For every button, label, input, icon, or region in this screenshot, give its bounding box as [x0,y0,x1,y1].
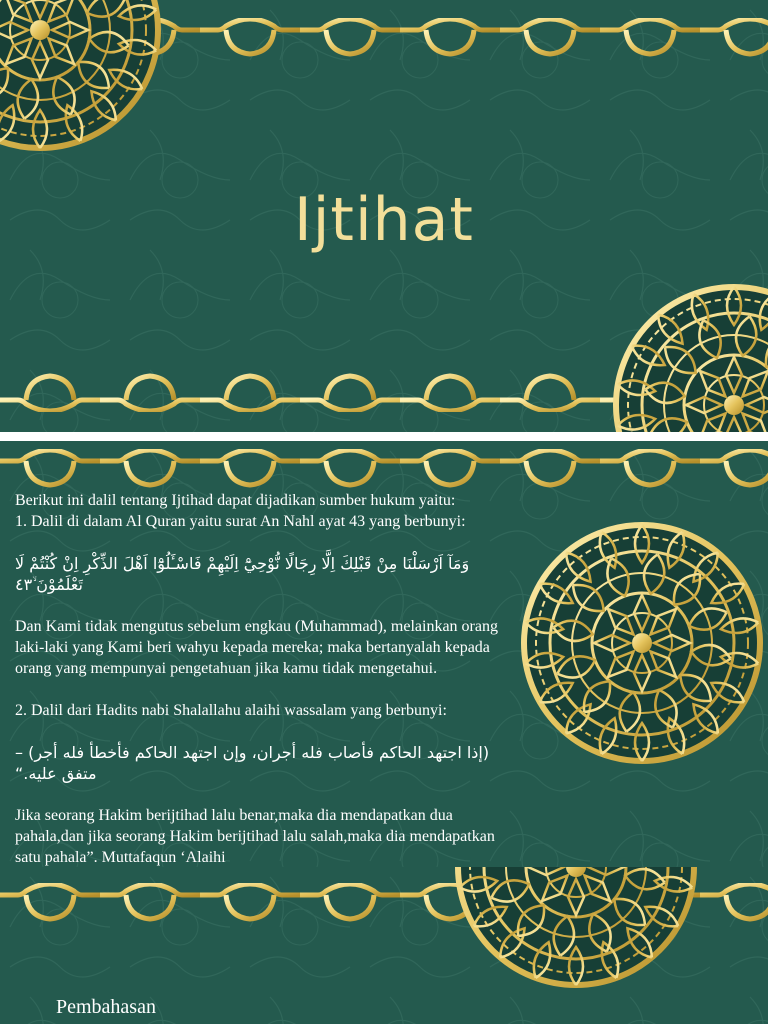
mandala-icon [612,283,768,432]
hadith-translation: Jika seorang Hakim berijtihad lalu benar,maka dia mendapatkan dua pahala,dan jika seorang Hakim berijtihad lalu salah,maka dia mendapatkan satu pahala”. Muttafaqun ‘Alaihi [15,807,495,866]
mandala-icon [454,867,698,989]
hadith-heading: 2. Dalil dari Hadits nabi Shalallahu alaihi wassalam yang berbunyi: [15,702,447,719]
slide-dalil [0,441,768,867]
quran-heading: 1. Dalil di dalam Al Quran yaitu surat An Nahl ayat 43 yang berbunyi: [15,513,466,530]
hadith-arabic: (إذا اجتهد الحاكم فأصاب فله أجران، وإن اجتهد الحاكم فأخطأ فله أجر) – متفق عليه.“ [15,743,490,783]
slide-title-text: Ijtihat [294,185,474,255]
slide-divider [0,432,768,441]
slide-title [0,0,768,432]
quran-verse-arabic: وَمَآ اَرْسَلْنَا مِنْ قَبْلِكَ اِلَّا رِجَالًا نُّوْحِيْٓ اِلَيْهِمْ فَاسْـَٔلُوْٓا اَهْلَ الذِّكْرِ اِنْ كُنْتُمْ لَا تَعْلَمُوْنَ ۙ٤٣ [15,554,470,594]
pembahasan-label: Pembahasan [56,996,156,1018]
mandala-icon [0,0,162,152]
arch-border-top [0,449,768,489]
mandala-icon [520,521,764,765]
slide-pembahasan [0,867,768,1024]
intro-line: Berikut ini dalil tentang Ijtihad dapat dijadikan sumber hukum yaitu: [15,492,456,509]
dalil-text-block [15,490,505,867]
quran-translation: Dan Kami tidak mengutus sebelum engkau (Muhammad), melainkan orang laki-laki yang Kami beri wahyu kepada mereka; maka bertanyalah kepada orang yang mempunyai pengetahuan jika kamu tidak mengetahui. [15,618,498,677]
